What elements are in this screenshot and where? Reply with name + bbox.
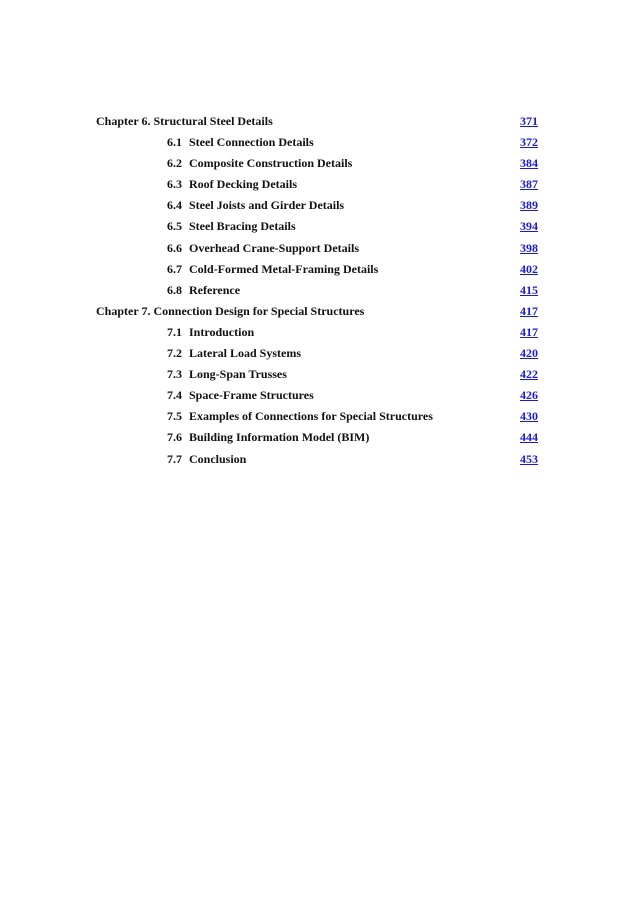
toc-section-row (0, 260, 636, 281)
section-number: 6.6 (167, 240, 182, 255)
page-link[interactable]: 398 (520, 240, 538, 255)
section-number: 7.2 (167, 346, 182, 361)
section-title: Introduction (189, 324, 255, 339)
section-title: Conclusion (189, 451, 247, 466)
page-link[interactable]: 417 (520, 303, 538, 318)
section-number: 6.8 (167, 282, 182, 297)
section-title: Long-Span Trusses (189, 367, 287, 382)
toc-section-row (0, 239, 636, 260)
chapter-title: Chapter 7. Connection Design for Special Structures (96, 303, 365, 318)
section-title: Composite Construction Details (189, 156, 353, 171)
toc-section-row (0, 133, 636, 154)
page-link[interactable]: 444 (520, 430, 538, 445)
toc-section-row (0, 344, 636, 365)
section-title: Reference (189, 282, 241, 297)
page-link[interactable]: 384 (520, 156, 538, 171)
section-number: 7.1 (167, 324, 182, 339)
section-number: 7.5 (167, 409, 182, 424)
page-link[interactable]: 372 (520, 135, 538, 150)
page-link[interactable]: 389 (520, 198, 538, 213)
toc-chapter-row (0, 112, 636, 133)
page-link[interactable]: 453 (520, 451, 538, 466)
section-title: Space-Frame Structures (189, 388, 314, 403)
chapter-title: Chapter 6. Structural Steel Details (96, 114, 273, 128)
toc-section-row (0, 386, 636, 407)
section-number: 6.5 (167, 219, 182, 234)
toc-section-row (0, 281, 636, 302)
table-of-contents (0, 112, 636, 471)
section-title: Roof Decking Details (189, 177, 297, 192)
section-title: Steel Connection Details (189, 135, 314, 150)
toc-section-row (0, 323, 636, 344)
section-title: Overhead Crane-Support Details (189, 240, 359, 255)
toc-section-row (0, 365, 636, 386)
toc-section-row (0, 428, 636, 449)
section-number: 6.4 (167, 198, 182, 213)
toc-section-row (0, 407, 636, 428)
page-link[interactable]: 426 (520, 388, 538, 403)
section-number: 7.4 (167, 388, 182, 403)
section-number: 6.1 (167, 135, 182, 150)
toc-section-row (0, 154, 636, 175)
toc-section-row (0, 175, 636, 196)
page-link[interactable]: 394 (520, 219, 538, 234)
page-link[interactable]: 430 (520, 409, 538, 424)
section-title: Lateral Load Systems (189, 346, 301, 361)
page-link[interactable]: 387 (520, 177, 538, 192)
section-title: Building Information Model (BIM) (189, 430, 370, 445)
toc-chapter-row (0, 302, 636, 323)
page-link[interactable]: 415 (520, 282, 538, 297)
section-title: Examples of Connections for Special Structures (189, 409, 433, 424)
section-number: 7.7 (167, 451, 182, 466)
section-number: 6.3 (167, 177, 182, 192)
section-title: Steel Joists and Girder Details (189, 198, 345, 213)
section-title: Cold-Formed Metal-Framing Details (189, 261, 379, 276)
toc-section-row (0, 196, 636, 217)
section-number: 6.2 (167, 156, 182, 171)
section-title: Steel Bracing Details (189, 219, 296, 234)
toc-section-row (0, 450, 636, 471)
page-link[interactable]: 402 (520, 261, 538, 276)
section-number: 7.6 (167, 430, 182, 445)
toc-section-row (0, 217, 636, 238)
section-number: 6.7 (167, 261, 182, 276)
section-number: 7.3 (167, 367, 182, 382)
page-link[interactable]: 371 (520, 114, 538, 128)
page-link[interactable]: 417 (520, 324, 538, 339)
page-link[interactable]: 422 (520, 367, 538, 382)
page-link[interactable]: 420 (520, 346, 538, 361)
